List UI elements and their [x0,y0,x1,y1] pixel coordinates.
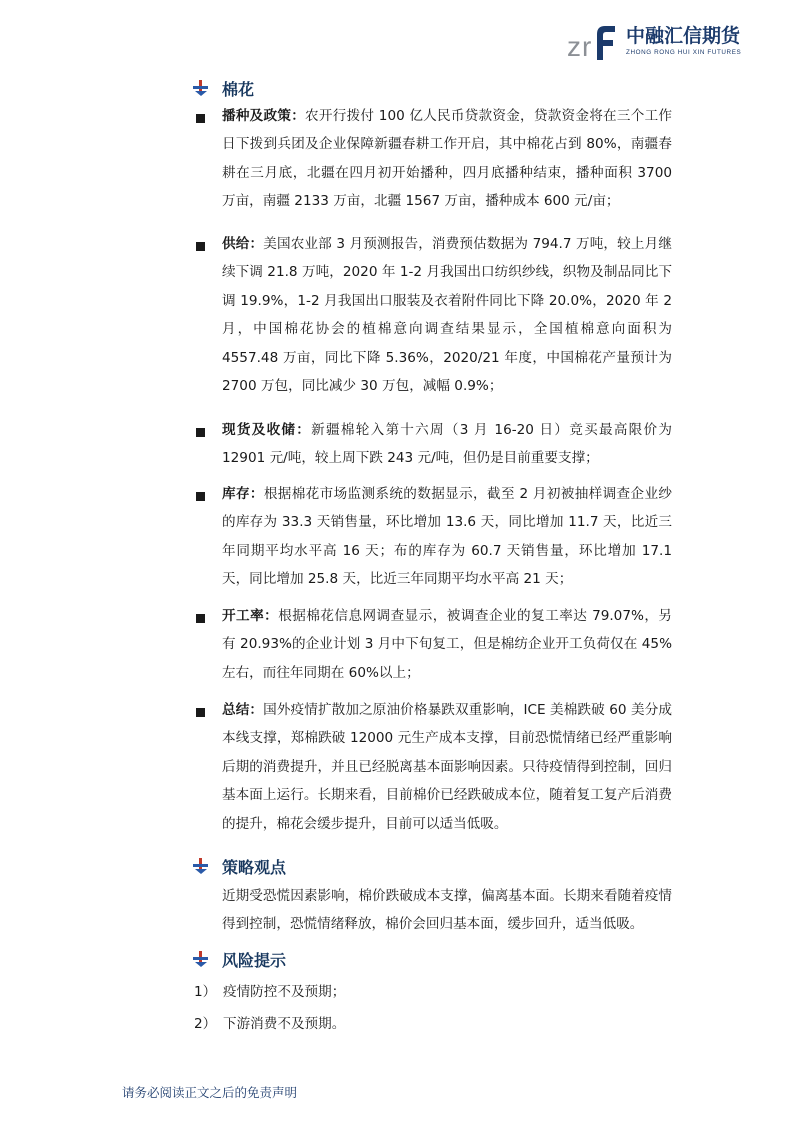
risk-text: 疫情防控不及预期； [223,984,346,1000]
item-label: 供给： [222,236,264,252]
section-arrow-icon [192,79,210,97]
section-heading-cotton [192,76,254,100]
item-label: 播种及政策： [222,108,306,124]
logo-mark-icon [567,20,623,62]
risk-number: 1） [194,984,217,1000]
section-arrow-icon [192,950,210,968]
footer-disclaimer: 请务必阅读正文之后的免责声明 [122,1085,298,1100]
section-title: 棉花 [222,79,255,99]
logo-english-name: ZHONG RONG HUI XIN FUTURES [626,49,742,56]
item-label: 开工率： [222,608,279,624]
item-text: 根据棉花市场监测系统的数据显示，截至 2 月初被抽样调查企业纱的库存为 33.3 天销售量，环比增加 13.6 天，同比增加 11.7 天，比近三年同期平均水平高 16 天；布的库存为 60.7 天销售量，环比增加 17.1 天，同比增加 25.8 天，比近三年同期平均水平高 21 天； [222,486,672,588]
item-label: 现货及收储： [222,422,312,438]
item-text: 新疆棉轮入第十六周（3 月 16-20 日）竞买最高限价为 12901 元/吨，较上周下跌 243 元/吨，但仍是目前重要支撑； [222,422,672,467]
svg-text:r: r [582,31,592,62]
svg-text:z: z [567,31,581,62]
square-bullet-icon [196,492,205,501]
square-bullet-icon [196,242,205,251]
square-bullet-icon [196,428,205,437]
section-arrow-icon [192,857,210,875]
item-text: 农开行拨付 100 亿人民币贷款资金，贷款资金将在三个工作日下拨到兵团及企业保障新疆春耕工作开启，其中棉花占到 80%，南疆春耕在三月底，北疆在四月初开始播种，四月底播种结束，播种面积 3700 万亩，南疆 2133 万亩，北疆 1567 万亩，播种成本 600 元/亩； [222,108,673,210]
section-title: 风险提示 [222,950,287,970]
item-text: 美国农业部 3 月预测报告，消费预估数据为 794.7 万吨，较上月继续下调 21.8 万吨，2020 年 1-2 月我国出口纺织纱线，织物及制品同比下调 19.9%，1-2 月我国出口服装及衣着附件同比下降 20.0%，2020 年 2 月，中国棉花协会的植棉意向调查结果显示，全国植棉意向面积为 4557.48 万亩，同比下降 5.36%，2020/21 年度，中国棉花产量预计为 2700 万包，同比减少 30 万包，减幅 0.9%； [222,236,672,395]
item-text: 国外疫情扩散加之原油价格暴跌双重影响，ICE 美棉跌破 60 美分成本线支撑，郑棉跌破 12000 元生产成本支撑，目前恐慌情绪已经严重影响后期的消费提升，并且已经脱离基本面影响因素。只待疫情得到控制，回归基本面上运行。长期来看，目前棉价已经跌破成本位，随着复工复产后消费的提升，棉花会缓步提升，目前可以适当低吸。 [222,702,673,832]
risk-number: 2） [194,1016,217,1032]
logo-chinese-name: 中融汇信期货 [626,25,741,47]
risk-text: 下游消费不及预期。 [223,1016,346,1032]
strategy-paragraph: 近期受恐慌因素影响，棉价跌破成本支撑，偏离基本面。长期来看随着疫情得到控制，恐慌情绪释放，棉价会回归基本面，缓步回升，适当低吸。 [222,888,672,933]
risk-item [194,982,345,1002]
square-bullet-icon [196,614,205,623]
square-bullet-icon [196,114,205,123]
square-bullet-icon [196,708,205,717]
item-label: 总结： [222,702,264,718]
company-logo [567,20,773,70]
section-heading-strategy [192,854,286,878]
section-title: 策略观点 [222,857,287,877]
item-label: 库存： [222,486,264,502]
item-text: 根据棉花信息网调查显示，被调查企业的复工率达 79.07%，另有 20.93%的企业计划 3 月中下旬复工，但是棉纺企业开工负荷仅在 45% 左右，而往年同期在 60%以上； [222,608,673,681]
risk-item [194,1014,345,1034]
section-heading-risk [192,947,286,971]
